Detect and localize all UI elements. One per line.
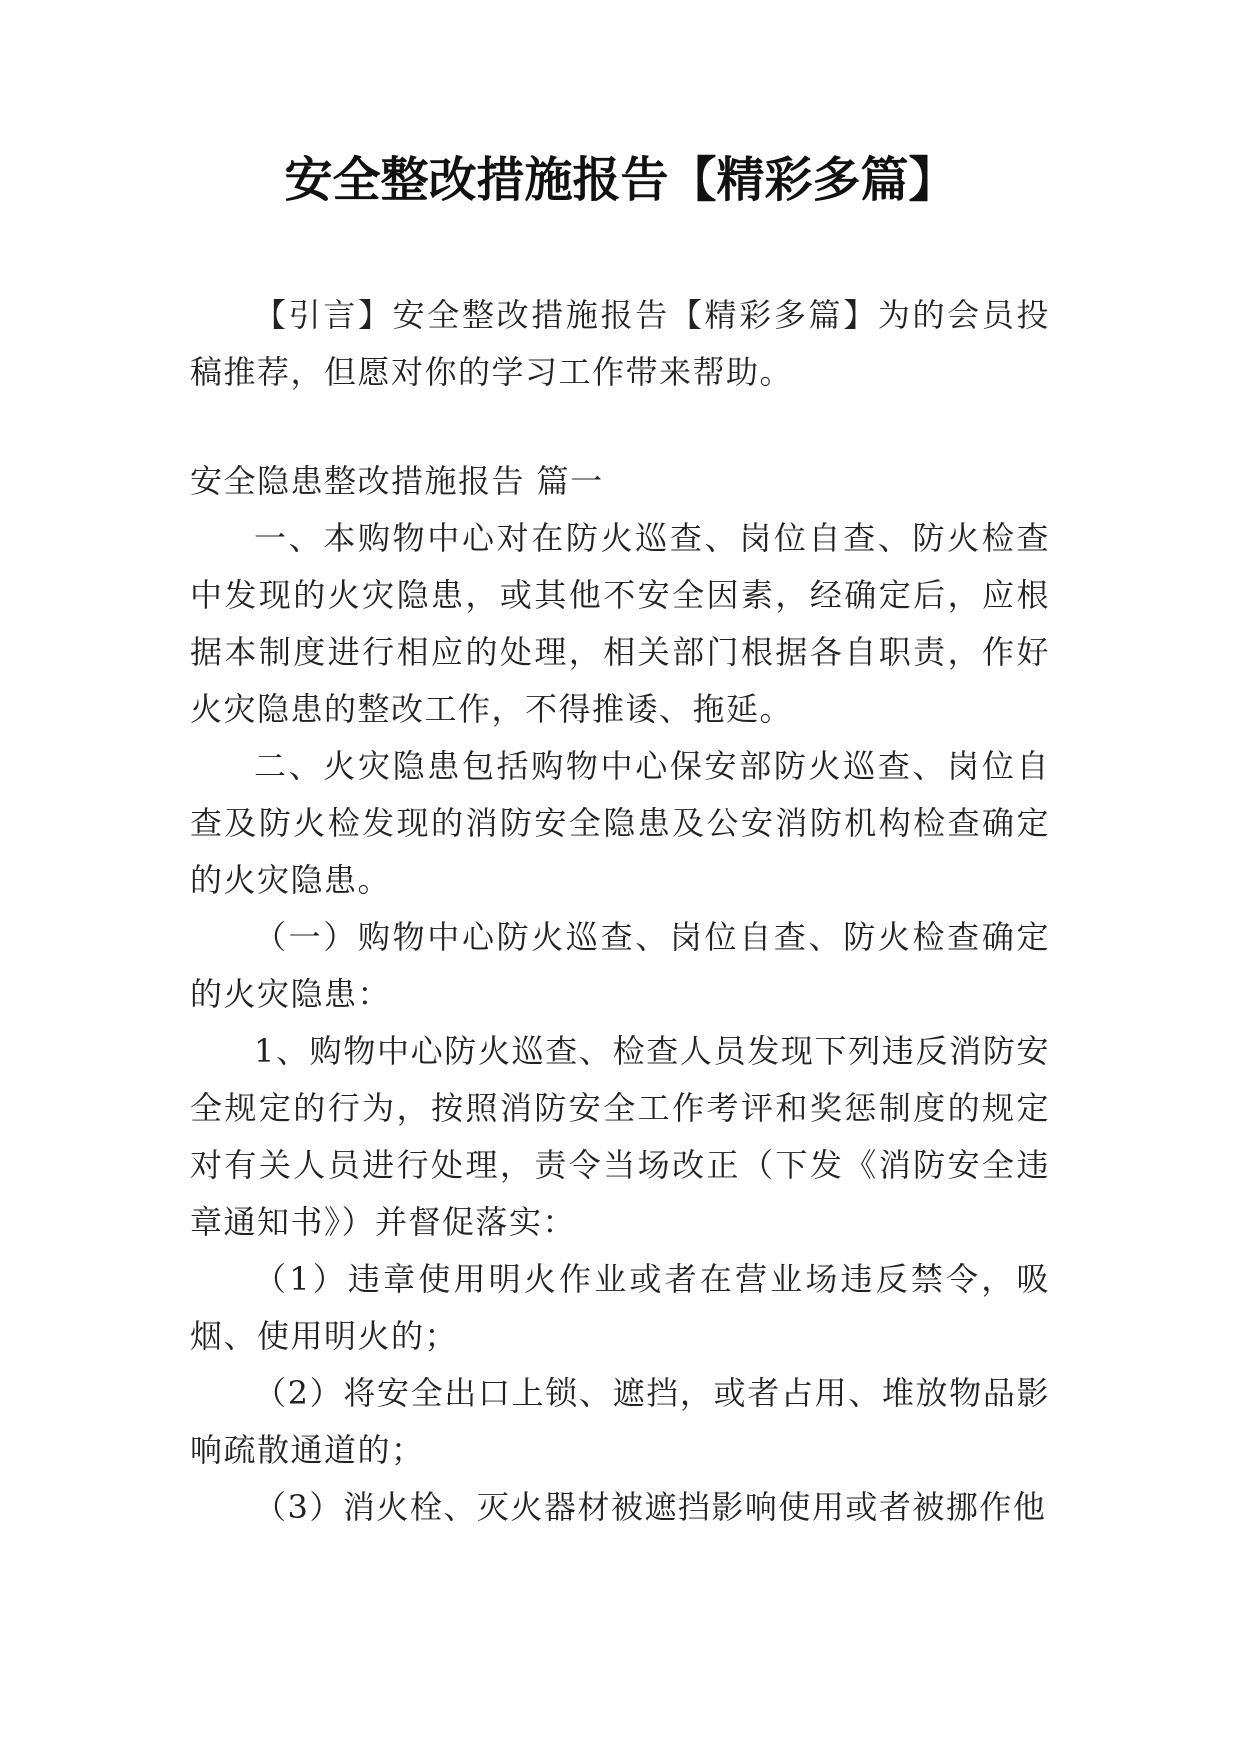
body-paragraph: （1）违章使用明火作业或者在营业场违反禁令，吸烟、使用明火的；: [190, 1260, 1050, 1355]
section-heading: 安全隐患整改措施报告 篇一: [190, 462, 604, 500]
body-paragraph: 1、购物中心防火巡查、检查人员发现下列违反消防安全规定的行为，按照消防安全工作考评和奖惩制度的规定对有关人员进行处理，责令当场改正（下发《消防安全违章通知书》）并督促落实：: [190, 1032, 1050, 1241]
document-title: 安全整改措施报告【精彩多篇】: [284, 152, 957, 208]
body-paragraph: 二、火灾隐患包括购物中心保安部防火巡查、岗位自查及防火检发现的消防安全隐患及公安消防机构检查确定的火灾隐患。: [190, 747, 1050, 899]
body-paragraph: （2）将安全出口上锁、遮挡，或者占用、堆放物品影响疏散通道的；: [190, 1374, 1050, 1469]
body-paragraph: （一）购物中心防火巡查、岗位自查、防火检查确定的火灾隐患：: [190, 918, 1050, 1013]
document-body: [190, 287, 1050, 1536]
intro-paragraph: 【引言】安全整改措施报告【精彩多篇】为的会员投稿推荐，但愿对你的学习工作带来帮助。: [190, 296, 1050, 391]
body-paragraph: 一、本购物中心对在防火巡查、岗位自查、防火检查中发现的火灾隐患，或其他不安全因素，经确定后，应根据本制度进行相应的处理，相关部门根据各自职责，作好火灾隐患的整改工作，不得推诿、拖延。: [190, 519, 1050, 728]
body-paragraph: （3）消火栓、灭火器材被遮挡影响使用或者被挪作他: [254, 1488, 1047, 1526]
